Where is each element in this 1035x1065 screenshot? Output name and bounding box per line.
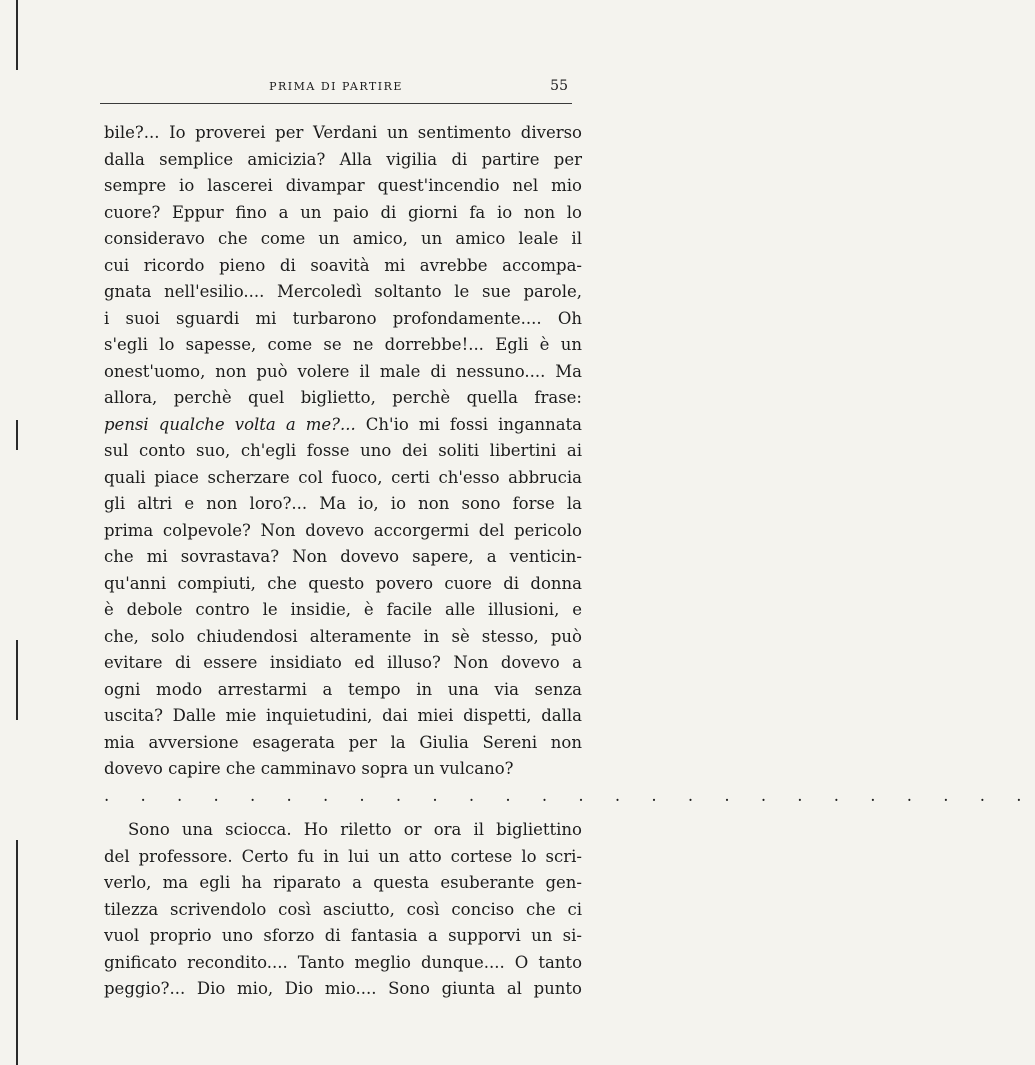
text-line: allora, perchè quel biglietto, perchè quella frase: [104,388,582,407]
text-line: che mi sovrastava? Non dovevo sapere, a venticin- [104,547,582,566]
text-line: evitare di essere insidiato ed illuso? Non dovevo a [104,653,582,672]
text-line: consideravo che come un amico, un amico leale il [104,229,582,248]
text-line: del professore. Certo fu in lui un atto cortese lo scri- [104,846,582,866]
text-line: tilezza scrivendolo così asciutto, così conciso che ci [104,899,582,919]
text-line: qu'anni compiuti, che questo povero cuore di donna [104,573,582,593]
section-separator: . . . . . . . . . . . . . . . . . . . . . . . . . . [104,785,1035,805]
text-line: cuore? Eppur fino a un paio di giorni fa io non lo [104,202,582,222]
text-line [104,412,582,439]
text-line: che, solo chiudendosi alteramente in sè stesso, può [104,626,582,646]
header-rule [100,103,572,104]
italic-phrase: pensi qualche volta a me?... [104,414,356,434]
text-line: peggio?... Dio mio, Dio mio.... Sono giunta al punto [104,979,582,998]
text-line: è debole contro le insidie, è facile alle illusioni, e [104,600,582,619]
paragraph [104,120,582,783]
text-line: dovevo capire che camminavo sopra un vulcano? [104,759,514,778]
page-header [100,78,572,100]
text-line: dalla semplice amicizia? Alla vigilia di partire per [104,149,582,169]
text-line: quali piace scherzare col fuoco, certi ch'esso abbrucia [104,467,582,487]
paragraph [104,817,582,1003]
text-line: verlo, ma egli ha riparato a questa esuberante gen- [104,873,582,892]
text-line: gnificato recondito.... Tanto meglio dunque.... O tanto [104,952,582,972]
spine-mark [16,0,18,70]
spine-mark [16,840,18,1065]
text-fragment: Ch'io mi fossi ingannata [355,414,582,434]
text-line: bile?... Io proverei per Verdani un sentimento diverso [104,123,582,142]
spine-mark [16,420,18,450]
text-line: gli altri e non loro?... Ma io, io non sono forse la [104,494,582,513]
text-line: uscita? Dalle mie inquietudini, dai miei dispetti, dalla [104,706,582,725]
paragraph-gap [104,809,582,817]
text-line: cui ricordo pieno di soavità mi avrebbe accompa- [104,255,582,275]
text-line: i suoi sguardi mi turbarono profondamente.... Oh [104,308,582,328]
text-line: vuol proprio uno sforzo di fantasia a supporvi un si- [104,926,582,945]
text-line: ogni modo arrestarmi a tempo in una via senza [104,679,582,699]
text-line: Sono una sciocca. Ho riletto or ora il bigliettino [128,820,582,839]
text-line: sempre io lascerei divampar quest'incendio nel mio [104,176,582,195]
spine-mark [16,640,18,720]
text-line: mia avversione esagerata per la Giulia Sereni non [104,732,582,752]
text-block [104,120,1035,1003]
text-line: sul conto suo, ch'egli fosse uno dei soliti libertini ai [104,441,582,460]
text-line: gnata nell'esilio.... Mercoledì soltanto le sue parole, [104,282,582,301]
text-line: prima colpevole? Non dovevo accorgermi del pericolo [104,520,582,540]
text-line: onest'uomo, non può volere il male di nessuno.... Ma [104,361,582,381]
text-line: s'egli lo sapesse, come se ne dorrebbe!... Egli è un [104,335,582,354]
running-title: PRIMA DI PARTIRE [269,80,403,93]
page-number: 55 [550,78,568,94]
